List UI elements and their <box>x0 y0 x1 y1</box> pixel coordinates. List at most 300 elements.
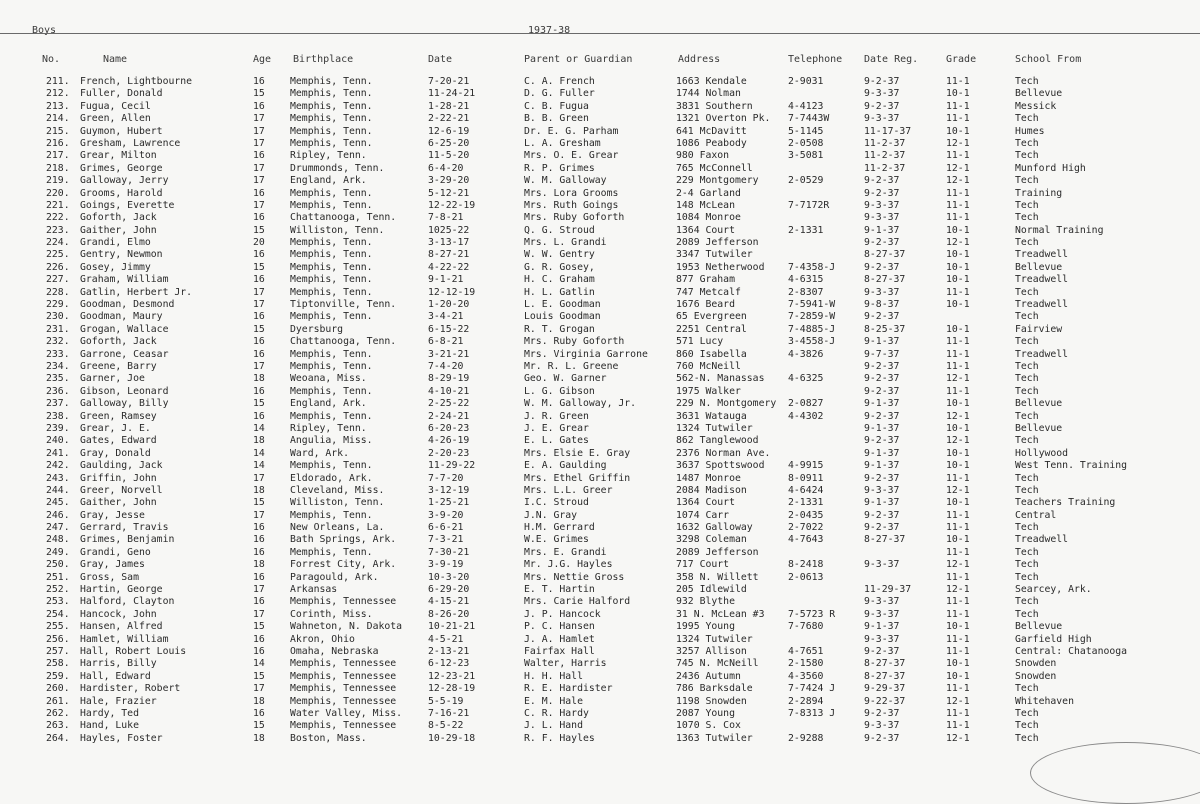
student-rows <box>0 76 1200 745</box>
birth-date: 4-26-19 <box>428 435 470 447</box>
address: 229 Montgomery <box>676 175 759 187</box>
age: 16 <box>253 645 265 657</box>
school-from: Hollywood <box>1015 447 1069 459</box>
grade: 11-1 <box>946 596 970 608</box>
age: 17 <box>253 113 265 125</box>
student-name: Gibson, Leonard <box>80 385 169 397</box>
parent-guardian: E. L. Gates <box>524 435 589 447</box>
address: 786 Barksdale <box>676 683 753 695</box>
birth-date: 9-1-21 <box>428 274 464 286</box>
school-from: Tech <box>1015 150 1039 162</box>
row-number: 258. <box>46 658 70 670</box>
birth-date: 3-13-17 <box>428 237 470 249</box>
birth-date: 11-24-21 <box>428 88 476 100</box>
parent-guardian: Mrs. Nettie Gross <box>524 571 625 583</box>
birthplace: Cleveland, Miss. <box>290 484 385 496</box>
table-row <box>0 609 1200 621</box>
student-name: Grandi, Elmo <box>80 237 151 249</box>
address: 1363 Tutwiler <box>676 732 753 744</box>
row-number: 220. <box>46 187 70 199</box>
age: 16 <box>253 249 265 261</box>
student-name: Hartin, George <box>80 584 163 596</box>
date-registered: 9-2-37 <box>864 410 900 422</box>
date-registered: 9-1-37 <box>864 336 900 348</box>
grade: 11-1 <box>946 199 970 211</box>
school-from: Tech <box>1015 175 1039 187</box>
parent-guardian: Fairfax Hall <box>524 645 595 657</box>
table-row <box>0 386 1200 398</box>
school-from: Training <box>1015 187 1063 199</box>
parent-guardian: Mrs. Ethel Griffin <box>524 472 631 484</box>
row-number: 222. <box>46 212 70 224</box>
table-row <box>0 249 1200 261</box>
date-registered: 8-27-37 <box>864 670 906 682</box>
table-row <box>0 485 1200 497</box>
telephone: 8-0911 <box>788 472 824 484</box>
table-row <box>0 708 1200 720</box>
school-from: Tech <box>1015 212 1039 224</box>
school-from: Tech <box>1015 311 1039 323</box>
birth-date: 3-4-21 <box>428 311 464 323</box>
parent-guardian: R. F. Hayles <box>524 732 595 744</box>
age: 15 <box>253 224 265 236</box>
row-number: 235. <box>46 373 70 385</box>
school-from: Bellevue <box>1015 261 1063 273</box>
telephone: 7-7172R <box>788 199 830 211</box>
school-from: Tech <box>1015 732 1039 744</box>
student-name: Hamlet, William <box>80 633 169 645</box>
grade: 10-1 <box>946 497 970 509</box>
parent-guardian: L. G. Gibson <box>524 385 595 397</box>
birthplace: Memphis, Tennessee <box>290 670 397 682</box>
birth-date: 12-28-19 <box>428 683 476 695</box>
grade: 10-1 <box>946 249 970 261</box>
school-from: Tech <box>1015 113 1039 125</box>
school-from: Tech <box>1015 435 1039 447</box>
telephone: 2-8307 <box>788 286 824 298</box>
birth-date: 6-8-21 <box>428 336 464 348</box>
parent-guardian: J. L. Hand <box>524 720 583 732</box>
row-number: 255. <box>46 621 70 633</box>
grade: 11-1 <box>946 522 970 534</box>
address: 3831 Southern <box>676 100 753 112</box>
parent-guardian: Mrs. Lora Grooms <box>524 187 619 199</box>
table-row <box>0 522 1200 534</box>
telephone: 7-2859-W <box>788 311 836 323</box>
age: 14 <box>253 658 265 670</box>
row-number: 259. <box>46 670 70 682</box>
age: 15 <box>253 88 265 100</box>
birth-date: 1-20-20 <box>428 299 470 311</box>
table-row <box>0 150 1200 162</box>
birth-date: 3-9-19 <box>428 559 464 571</box>
school-from: Bellevue <box>1015 398 1063 410</box>
birthplace: Memphis, Tennessee <box>290 596 397 608</box>
grade: 11-1 <box>946 472 970 484</box>
age: 17 <box>253 608 265 620</box>
birthplace: Memphis, Tennessee <box>290 683 397 695</box>
school-from: Tech <box>1015 385 1039 397</box>
row-number: 238. <box>46 410 70 422</box>
row-number: 248. <box>46 534 70 546</box>
telephone: 3-4558-J <box>788 336 836 348</box>
school-from: Tech <box>1015 373 1039 385</box>
grade: 12-1 <box>946 584 970 596</box>
address: 745 N. McNeill <box>676 658 759 670</box>
student-name: Gosey, Jimmy <box>80 261 151 273</box>
parent-guardian: Mrs. Ruby Goforth <box>524 212 625 224</box>
parent-guardian: R. P. Grimes <box>524 162 595 174</box>
student-name: Gates, Edward <box>80 435 157 447</box>
telephone: 2-9031 <box>788 76 824 87</box>
row-number: 223. <box>46 224 70 236</box>
age: 16 <box>253 410 265 422</box>
school-from: Treadwell <box>1015 348 1069 360</box>
parent-guardian: Mr. J.G. Hayles <box>524 559 613 571</box>
telephone: 4-6424 <box>788 484 824 496</box>
parent-guardian: Mrs. L. Grandi <box>524 237 607 249</box>
date-registered: 9-3-37 <box>864 212 900 224</box>
date-registered: 9-3-37 <box>864 484 900 496</box>
student-name: French, Lightbourne <box>80 76 193 87</box>
parent-guardian: P. C. Hansen <box>524 621 595 633</box>
age: 15 <box>253 670 265 682</box>
address: 1953 Netherwood <box>676 261 765 273</box>
date-registered: 9-2-37 <box>864 237 900 249</box>
birth-date: 7-20-21 <box>428 76 470 87</box>
address: 2376 Norman Ave. <box>676 447 771 459</box>
age: 14 <box>253 460 265 472</box>
date-registered: 9-2-37 <box>864 76 900 87</box>
student-name: Gray, Jesse <box>80 509 145 521</box>
table-row <box>0 126 1200 138</box>
grade: 11-1 <box>946 546 970 558</box>
student-name: Grandi, Geno <box>80 546 151 558</box>
birth-date: 2-13-21 <box>428 645 470 657</box>
date-registered: 9-2-37 <box>864 373 900 385</box>
student-name: Greene, Barry <box>80 360 157 372</box>
table-row <box>0 113 1200 125</box>
student-name: Grimes, Benjamin <box>80 534 175 546</box>
school-from: Tech <box>1015 137 1039 149</box>
birthplace: Memphis, Tenn. <box>290 199 373 211</box>
date-registered: 9-1-37 <box>864 398 900 410</box>
table-row <box>0 683 1200 695</box>
student-name: Hall, Robert Louis <box>80 645 187 657</box>
birth-date: 10-3-20 <box>428 571 470 583</box>
address: 1198 Snowden <box>676 695 747 707</box>
grade: 12-1 <box>946 373 970 385</box>
birth-date: 10-21-21 <box>428 621 476 633</box>
date-registered: 9-2-37 <box>864 522 900 534</box>
row-number: 229. <box>46 299 70 311</box>
date-registered: 9-2-37 <box>864 187 900 199</box>
date-registered: 8-25-37 <box>864 323 906 335</box>
telephone: 4-3826 <box>788 348 824 360</box>
column-header-telephone: Telephone <box>788 54 843 65</box>
grade: 12-1 <box>946 237 970 249</box>
age: 17 <box>253 199 265 211</box>
address: 1744 Nolman <box>676 88 741 100</box>
school-from: Tech <box>1015 286 1039 298</box>
grade: 11-1 <box>946 633 970 645</box>
address: 2084 Madison <box>676 484 747 496</box>
row-number: 241. <box>46 447 70 459</box>
address: 2251 Central <box>676 323 747 335</box>
grade: 11-1 <box>946 76 970 87</box>
telephone: 7-5723 R <box>788 608 836 620</box>
grade: 11-1 <box>946 286 970 298</box>
table-row <box>0 398 1200 410</box>
date-registered: 11-2-37 <box>864 150 906 162</box>
age: 14 <box>253 447 265 459</box>
age: 17 <box>253 137 265 149</box>
birthplace: Memphis, Tenn. <box>290 125 373 137</box>
table-row <box>0 423 1200 435</box>
birth-date: 4-5-21 <box>428 633 464 645</box>
age: 15 <box>253 323 265 335</box>
table-row <box>0 324 1200 336</box>
grade: 12-1 <box>946 559 970 571</box>
row-number: 232. <box>46 336 70 348</box>
parent-guardian: E. A. Gaulding <box>524 460 607 472</box>
address: 358 N. Willett <box>676 571 759 583</box>
birthplace: Memphis, Tenn. <box>290 76 373 87</box>
grade: 10-1 <box>946 274 970 286</box>
birth-date: 2-20-23 <box>428 447 470 459</box>
table-row <box>0 299 1200 311</box>
date-registered: 9-2-37 <box>864 175 900 187</box>
birth-date: 2-25-22 <box>428 398 470 410</box>
row-number: 215. <box>46 125 70 137</box>
age: 15 <box>253 497 265 509</box>
table-row <box>0 188 1200 200</box>
birth-date: 6-25-20 <box>428 137 470 149</box>
grade: 10-1 <box>946 422 970 434</box>
student-name: Hansen, Alfred <box>80 621 163 633</box>
date-registered: 9-2-37 <box>864 732 900 744</box>
table-row <box>0 237 1200 249</box>
row-number: 262. <box>46 707 70 719</box>
date-registered: 9-3-37 <box>864 559 900 571</box>
row-number: 211. <box>46 76 70 87</box>
date-registered: 9-3-37 <box>864 286 900 298</box>
grade: 11-1 <box>946 336 970 348</box>
address: 2-4 Garland <box>676 187 741 199</box>
student-name: Gerrard, Travis <box>80 522 169 534</box>
parent-guardian: Dr. E. G. Parham <box>524 125 619 137</box>
age: 16 <box>253 311 265 323</box>
parent-guardian: Q. G. Stroud <box>524 224 595 236</box>
birth-date: 12-12-19 <box>428 286 476 298</box>
birth-date: 10-29-18 <box>428 732 476 744</box>
school-from: Treadwell <box>1015 249 1069 261</box>
school-from: Snowden <box>1015 658 1057 670</box>
row-number: 250. <box>46 559 70 571</box>
telephone: 7-4358-J <box>788 261 836 273</box>
age: 17 <box>253 509 265 521</box>
school-from: Tech <box>1015 336 1039 348</box>
row-number: 228. <box>46 286 70 298</box>
column-header-birthplace: Birthplace <box>293 54 354 65</box>
school-from: Whitehaven <box>1015 695 1074 707</box>
birthplace: Tiptonville, Tenn. <box>290 299 397 311</box>
birthplace: Memphis, Tennessee <box>290 720 397 732</box>
birthplace: Memphis, Tenn. <box>290 261 373 273</box>
parent-guardian: Louis Goodman <box>524 311 601 323</box>
age: 16 <box>253 707 265 719</box>
row-number: 221. <box>46 199 70 211</box>
date-registered: 9-3-37 <box>864 608 900 620</box>
parent-guardian: H. L. Gatlin <box>524 286 595 298</box>
grade: 12-1 <box>946 732 970 744</box>
address: 980 Faxon <box>676 150 730 162</box>
telephone: 4-3560 <box>788 670 824 682</box>
parent-guardian: C. A. French <box>524 76 595 87</box>
student-name: Garrone, Ceasar <box>80 348 169 360</box>
student-name: Gray, James <box>80 559 145 571</box>
telephone: 4-9915 <box>788 460 824 472</box>
address: 760 McNeill <box>676 360 741 372</box>
birthplace: Eldorado, Ark. <box>290 472 373 484</box>
row-number: 214. <box>46 113 70 125</box>
student-name: Goodman, Maury <box>80 311 163 323</box>
row-number: 227. <box>46 274 70 286</box>
table-row <box>0 138 1200 150</box>
grade: 11-1 <box>946 571 970 583</box>
grade: 10-1 <box>946 621 970 633</box>
table-row <box>0 163 1200 175</box>
grade: 10-1 <box>946 224 970 236</box>
telephone: 7-4885-J <box>788 323 836 335</box>
school-from: Normal Training <box>1015 224 1104 236</box>
birthplace: Memphis, Tenn. <box>290 460 373 472</box>
parent-guardian: Mrs. Ruby Goforth <box>524 336 625 348</box>
date-registered: 9-2-37 <box>864 311 900 323</box>
birthplace: Drummonds, Tenn. <box>290 162 385 174</box>
birth-date: 4-15-21 <box>428 596 470 608</box>
birthplace: Memphis, Tenn. <box>290 546 373 558</box>
age: 16 <box>253 596 265 608</box>
grade: 11-1 <box>946 348 970 360</box>
date-registered: 9-2-37 <box>864 261 900 273</box>
table-row <box>0 336 1200 348</box>
birthplace: Memphis, Tenn. <box>290 360 373 372</box>
parent-guardian: Mrs. Elsie E. Gray <box>524 447 631 459</box>
birthplace: Williston, Tenn. <box>290 497 385 509</box>
parent-guardian: W.E. Grimes <box>524 534 589 546</box>
birthplace: Memphis, Tenn. <box>290 348 373 360</box>
row-number: 217. <box>46 150 70 162</box>
age: 16 <box>253 336 265 348</box>
address: 1487 Monroe <box>676 472 741 484</box>
school-from: Tech <box>1015 410 1039 422</box>
student-name: Green, Allen <box>80 113 151 125</box>
date-registered: 11-2-37 <box>864 137 906 149</box>
date-registered: 9-1-37 <box>864 224 900 236</box>
column-header-date-reg: Date Reg. <box>864 54 919 65</box>
table-row <box>0 373 1200 385</box>
grade: 11-1 <box>946 360 970 372</box>
age: 16 <box>253 571 265 583</box>
school-from: West Tenn. Training <box>1015 460 1128 472</box>
age: 16 <box>253 522 265 534</box>
grade: 11-1 <box>946 100 970 112</box>
address: 3257 Allison <box>676 645 747 657</box>
row-number: 244. <box>46 484 70 496</box>
birthplace: Chattanooga, Tenn. <box>290 212 397 224</box>
student-name: Grooms, Harold <box>80 187 163 199</box>
grade: 10-1 <box>946 460 970 472</box>
pencil-mark <box>1030 742 1200 804</box>
student-name: Greer, Norvell <box>80 484 163 496</box>
date-registered: 9-8-37 <box>864 299 900 311</box>
school-from: Tech <box>1015 707 1039 719</box>
table-row <box>0 572 1200 584</box>
grade: 10-1 <box>946 398 970 410</box>
school-from: Bellevue <box>1015 422 1063 434</box>
parent-guardian: Mrs. Virginia Garrone <box>524 348 648 360</box>
student-name: Grear, J. E. <box>80 422 151 434</box>
address: 877 Graham <box>676 274 735 286</box>
telephone: 4-4302 <box>788 410 824 422</box>
grade: 12-1 <box>946 410 970 422</box>
table-row <box>0 212 1200 224</box>
birthplace: Bath Springs, Ark. <box>290 534 397 546</box>
column-header-age: Age <box>253 54 272 65</box>
section-label: Boys <box>32 25 57 36</box>
student-name: Goforth, Jack <box>80 212 157 224</box>
parent-guardian: H.M. Gerrard <box>524 522 595 534</box>
table-row <box>0 696 1200 708</box>
birth-date: 12-6-19 <box>428 125 470 137</box>
birthplace: England, Ark. <box>290 175 367 187</box>
date-registered: 9-2-37 <box>864 645 900 657</box>
grade: 11-1 <box>946 608 970 620</box>
table-row <box>0 646 1200 658</box>
address: 1321 Overton Pk. <box>676 113 771 125</box>
table-row <box>0 101 1200 113</box>
grade: 10-1 <box>946 88 970 100</box>
birthplace: Wahneton, N. Dakota <box>290 621 403 633</box>
student-name: Guymon, Hubert <box>80 125 163 137</box>
age: 16 <box>253 274 265 286</box>
telephone: 7-7443W <box>788 113 830 125</box>
parent-guardian: J.N. Gray <box>524 509 578 521</box>
address: 562-N. Manassas <box>676 373 765 385</box>
table-row <box>0 175 1200 187</box>
student-name: Grear, Milton <box>80 150 157 162</box>
birthplace: Memphis, Tennessee <box>290 658 397 670</box>
parent-guardian: D. G. Fuller <box>524 88 595 100</box>
date-registered: 9-2-37 <box>864 385 900 397</box>
address: 1364 Court <box>676 497 735 509</box>
grade: 11-1 <box>946 707 970 719</box>
birthplace: Akron, Ohio <box>290 633 355 645</box>
school-from: Tech <box>1015 571 1039 583</box>
column-header-name: Name <box>103 54 128 65</box>
birth-date: 7-8-21 <box>428 212 464 224</box>
row-number: 231. <box>46 323 70 335</box>
grade: 12-1 <box>946 435 970 447</box>
age: 18 <box>253 435 265 447</box>
birthplace: Paragould, Ark. <box>290 571 379 583</box>
birth-date: 7-4-20 <box>428 360 464 372</box>
school-from: Tech <box>1015 484 1039 496</box>
student-name: Gross, Sam <box>80 571 139 583</box>
birth-date: 5-5-19 <box>428 695 464 707</box>
address: 205 Idlewild <box>676 584 747 596</box>
